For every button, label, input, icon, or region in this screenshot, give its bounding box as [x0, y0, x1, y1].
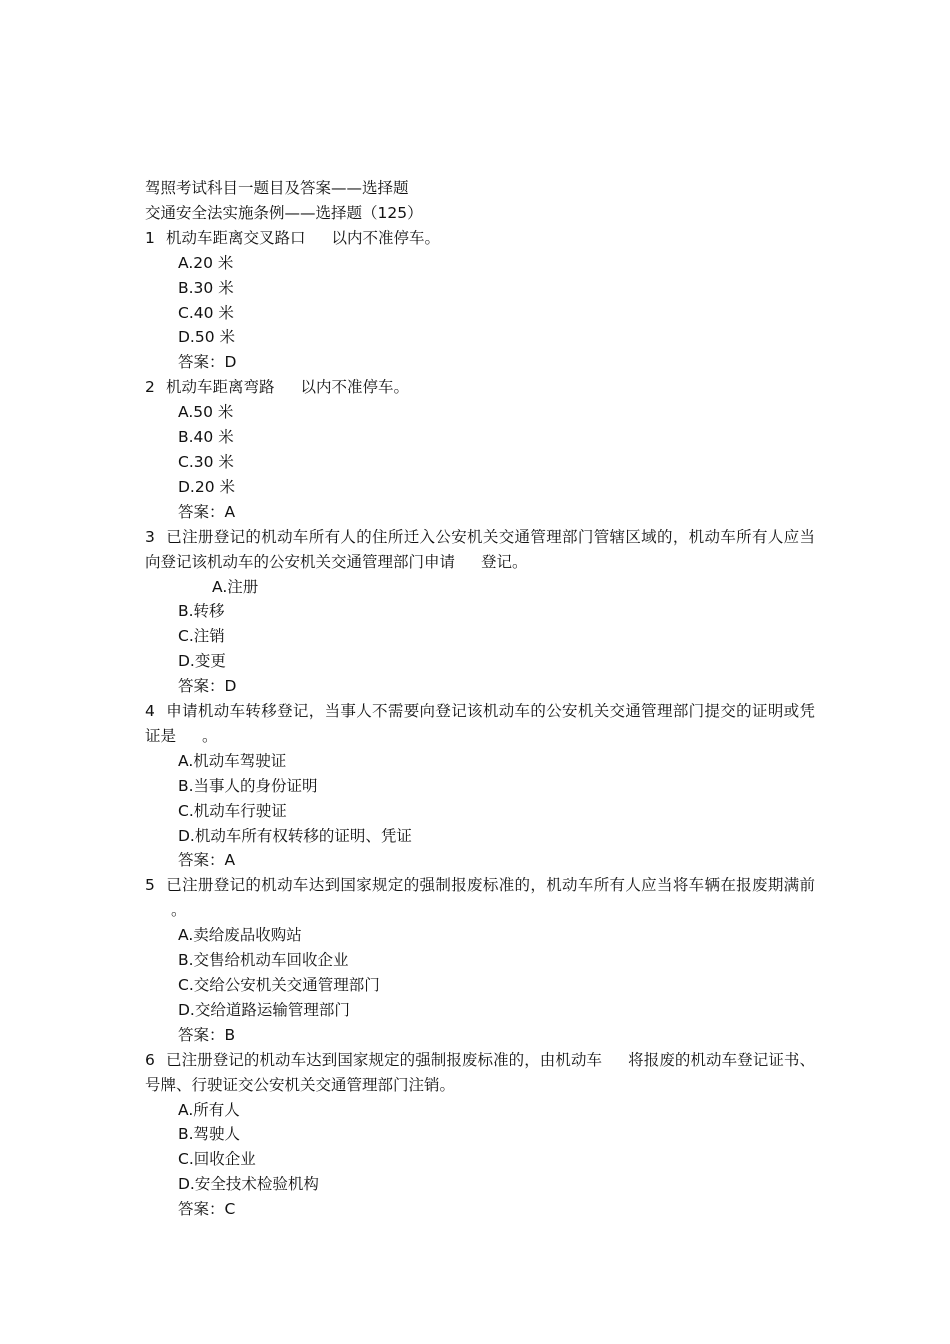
stem-text: 申请机动车转移登记，当事人不需要向登记该机动车的公安机关交通管理部门提交的证明或凭证是	[145, 702, 815, 745]
option-a: A.卖给废品收购站	[178, 926, 302, 945]
question-3	[145, 525, 815, 699]
answer-line: 答案：A	[178, 502, 236, 521]
question-1	[145, 226, 815, 375]
stem-text: 将报废的机动车登记证书、号牌、行驶证交公安机关交通管理部门注销。	[145, 1050, 815, 1094]
option-a: A.机动车驾驶证	[178, 751, 287, 770]
option-b: B.当事人的身份证明	[178, 776, 318, 795]
option-d: D.交给道路运输管理部门	[178, 1000, 350, 1019]
answer-line: 答案：C	[178, 1200, 236, 1219]
question-stem	[145, 375, 815, 400]
option-a: A.20 米	[178, 253, 234, 272]
document-page	[145, 176, 815, 1222]
question-number: 6	[145, 1050, 155, 1069]
stem-text: 已注册登记的机动车达到国家规定的强制报废标准的，由机动车	[166, 1050, 603, 1069]
question-number: 4	[145, 702, 155, 721]
option-a: A.注册	[212, 577, 259, 596]
question-number: 3	[145, 527, 155, 546]
option-b: B.转移	[178, 602, 225, 621]
option-b: B.40 米	[178, 428, 234, 447]
option-c: C.交给公安机关交通管理部门	[178, 976, 380, 994]
stem-text: 登记。	[481, 552, 528, 571]
option-d: D.20 米	[178, 477, 236, 496]
option-b: B.交售给机动车回收企业	[178, 951, 349, 970]
option-b: B.驾驶人	[178, 1125, 241, 1144]
stem-text: 以内不准停车。	[331, 228, 440, 247]
option-c: C.40 米	[178, 303, 234, 322]
question-stem	[145, 226, 815, 251]
option-c: C.机动车行驶证	[178, 801, 287, 820]
question-6	[145, 1048, 815, 1222]
answer-line: 答案：A	[178, 851, 236, 870]
question-number: 2	[145, 378, 155, 397]
option-c: C.注销	[178, 627, 225, 646]
answer-line: 答案：D	[178, 353, 237, 372]
stem-text: 。	[202, 726, 218, 745]
option-d: D.变更	[178, 652, 226, 671]
option-c: C.30 米	[178, 452, 234, 471]
option-b: B.30 米	[178, 278, 234, 297]
question-4	[145, 699, 815, 873]
stem-text: 机动车距离弯路	[165, 378, 275, 397]
stem-text: 机动车距离交叉路口	[165, 228, 306, 247]
stem-text: 以内不准停车。	[300, 378, 409, 397]
question-5	[145, 873, 815, 1047]
question-number: 1	[145, 228, 155, 247]
answer-line: 答案：D	[178, 677, 237, 696]
option-c: C.回收企业	[178, 1150, 256, 1169]
document-title: 驾照考试科目一题目及答案——选择题	[145, 179, 409, 197]
answer-line: 答案：B	[178, 1025, 236, 1044]
option-a: A.所有人	[178, 1100, 240, 1119]
question-number: 5	[145, 876, 155, 895]
question-stem	[145, 1048, 815, 1098]
stem-text: 已注册登记的机动车所有人的住所迁入公安机关交通管理部门管辖区域的，机动车所有人应当向登记该机动车的公安机关交通管理部门申请	[145, 527, 815, 571]
question-2	[145, 375, 815, 524]
option-d: D.安全技术检验机构	[178, 1175, 319, 1194]
option-d: D.50 米	[178, 328, 236, 347]
question-stem	[145, 873, 815, 923]
option-d: D.机动车所有权转移的证明、凭证	[178, 826, 412, 845]
document-subtitle: 交通安全法实施条例——选择题（125）	[145, 203, 423, 222]
stem-text: 。	[171, 901, 187, 920]
option-a: A.50 米	[178, 403, 234, 422]
question-stem	[145, 699, 815, 749]
question-stem	[145, 525, 815, 575]
stem-text: 已注册登记的机动车达到国家规定的强制报废标准的，机动车所有人应当将车辆在报废期满前	[166, 876, 815, 895]
